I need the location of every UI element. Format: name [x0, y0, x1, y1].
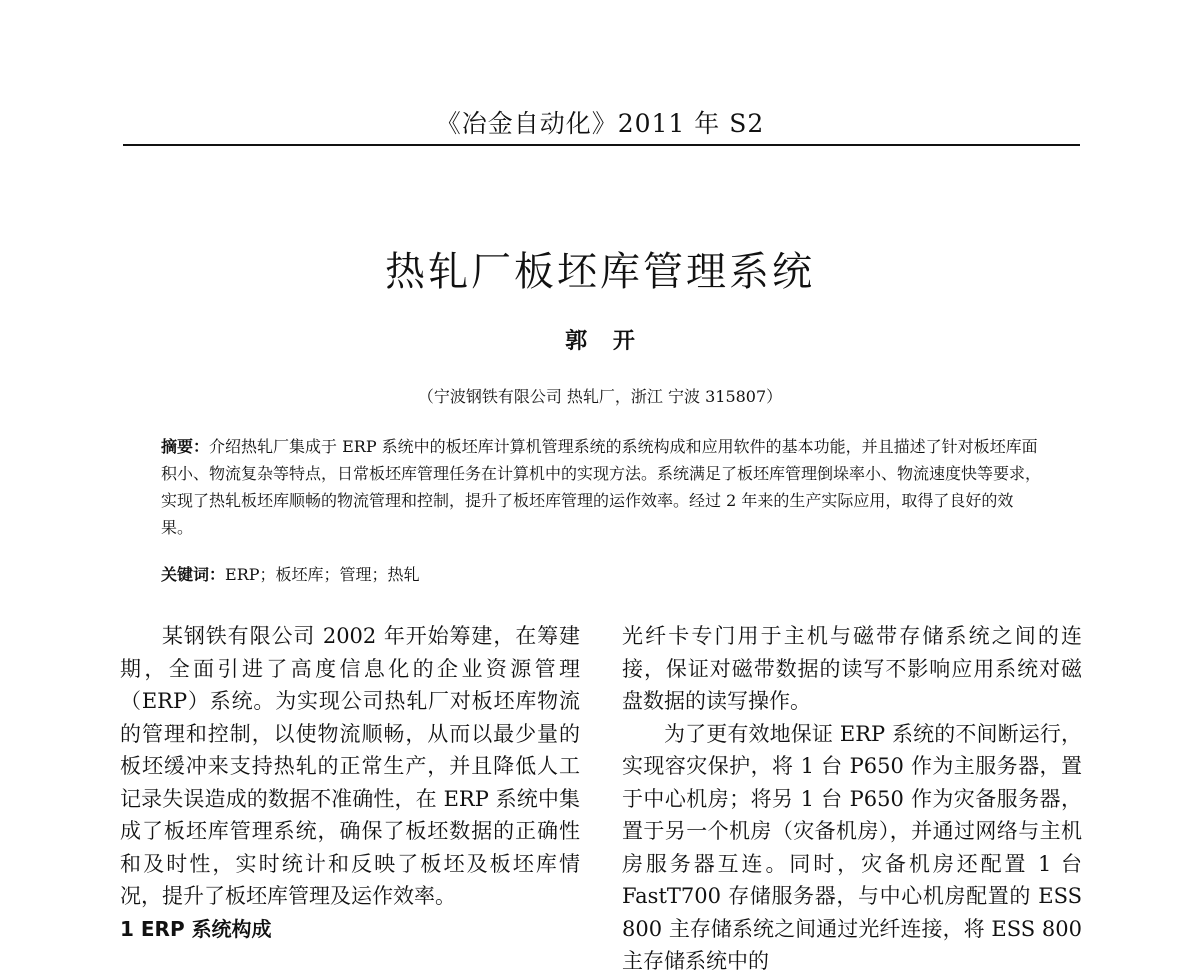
keywords — [161, 561, 1041, 588]
abstract-text: 介绍热轧厂集成于 ERP 系统中的板坯库计算机管理系统的系统构成和应用软件的基本功能，并且描述了针对板坯库面积小、物流复杂等特点，日常板坯库管理任务在计算机中的实现方法。系统满足了板坯库管理倒垛率小、物流速度快等要求，实现了热轧板坯库顺畅的物流管理和控制，提升了板坯库管理的运作效率。经过 2 年来的生产实际应用，取得了良好的效果。 — [161, 437, 1042, 537]
intro-paragraph: 某钢铁有限公司 2002 年开始筹建，在筹建期，全面引进了高度信息化的企业资源管理（ERP）系统。为实现公司热轧厂对板坯库物流的管理和控制，以使物流顺畅，从而以最少量的板坯缓冲来支持热轧的正常生产，并且降低人工记录失误造成的数据不准确性，在 ERP 系统中集成了板坯库管理系统，确保了板坯数据的正确性和及时性，实时统计和反映了板坯及板坯库情况，提升了板坯库管理及运作效率。 — [120, 624, 580, 908]
header-rule — [123, 144, 1080, 146]
left-column — [120, 620, 580, 945]
author: 郭 开 — [565, 328, 635, 354]
section-heading: 1 ERP 系统构成 — [120, 916, 272, 941]
right-paragraph-2: 为了更有效地保证 ERP 系统的不间断运行，实现容灾保护，将 1 台 P650 作为主服务器，置于中心机房；将另 1 台 P650 作为灾备服务器，置于另一个机房（灾备机房），并通过网络与主机房服务器互连。同时，灾备机房还配置 1 台 FastT700 存储服务器，与中心机房配置的 ESS 800 主存储系统之间通过光纤连接，将 ESS 800 主存储系统中的 — [622, 721, 1082, 973]
abstract-label: 摘要： — [161, 437, 210, 456]
keywords-label: 关键词： — [161, 565, 226, 584]
affiliation: （宁波钢铁有限公司 热轧厂，浙江 宁波 315807） — [417, 387, 783, 406]
right-column — [622, 620, 1082, 978]
journal-header: 《冶金自动化》2011 年 S2 — [435, 109, 765, 138]
paper-title: 热轧厂板坯库管理系统 — [385, 249, 815, 295]
keywords-text: ERP；板坯库；管理；热轧 — [225, 565, 420, 584]
abstract — [161, 433, 1041, 541]
right-paragraph-1: 光纤卡专门用于主机与磁带存储系统之间的连接，保证对磁带数据的读写不影响应用系统对磁盘数据的读写操作。 — [622, 624, 1082, 713]
